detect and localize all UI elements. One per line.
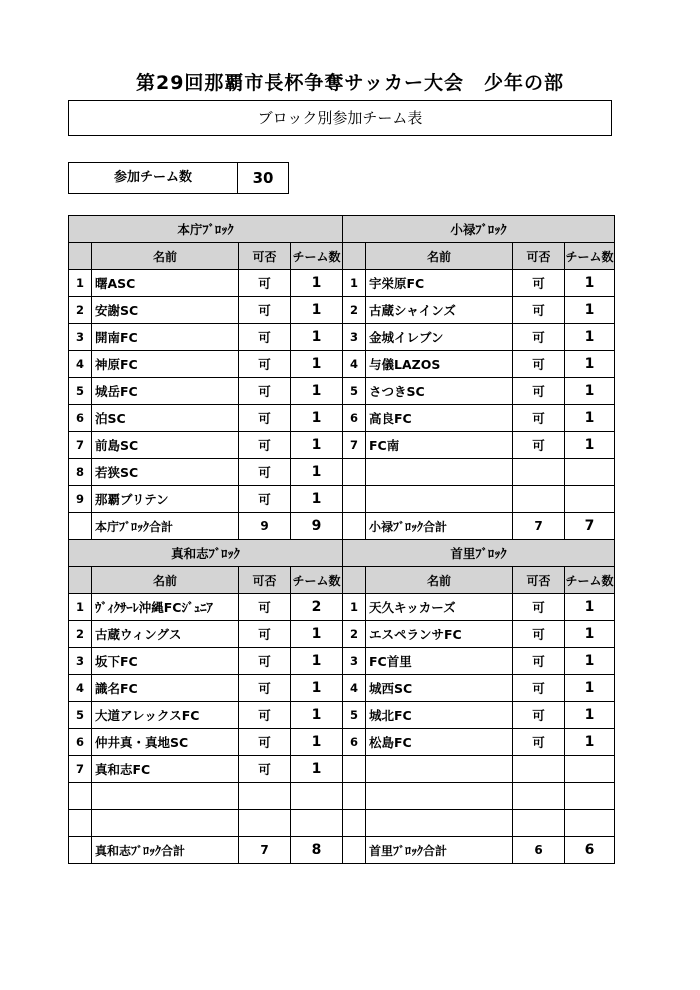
team-eligibility: 可 <box>239 756 291 783</box>
team-number: 2 <box>343 297 366 324</box>
block-total-count: 6 <box>565 837 615 864</box>
team-number <box>343 810 366 837</box>
table-row <box>69 783 615 810</box>
team-number <box>343 756 366 783</box>
team-name: 開南FC <box>92 324 239 351</box>
team-number: 7 <box>69 756 92 783</box>
team-count: 1 <box>565 675 615 702</box>
block-total-count: 9 <box>291 513 343 540</box>
col-header-count: チーム数 <box>291 567 343 594</box>
team-name: 松島FC <box>366 729 513 756</box>
block-total-ok: 7 <box>239 837 291 864</box>
team-eligibility: 可 <box>239 621 291 648</box>
team-eligibility: 可 <box>239 378 291 405</box>
team-name: 大道アレックスFC <box>92 702 239 729</box>
team-number: 2 <box>343 621 366 648</box>
team-number <box>69 783 92 810</box>
col-header-name: 名前 <box>92 567 239 594</box>
team-number: 1 <box>69 270 92 297</box>
team-number: 4 <box>69 675 92 702</box>
team-count: 1 <box>291 432 343 459</box>
team-count: 1 <box>291 648 343 675</box>
column-header-row <box>69 243 615 270</box>
col-header-ok: 可否 <box>513 243 565 270</box>
team-number: 5 <box>69 378 92 405</box>
team-name <box>92 810 239 837</box>
team-count: 1 <box>291 486 343 513</box>
team-eligibility: 可 <box>239 675 291 702</box>
team-number: 2 <box>69 297 92 324</box>
table-row <box>69 621 615 648</box>
table-row <box>69 702 615 729</box>
team-name <box>366 486 513 513</box>
team-name: FC首里 <box>366 648 513 675</box>
team-eligibility <box>513 756 565 783</box>
team-eligibility: 可 <box>513 621 565 648</box>
col-header-no <box>69 243 92 270</box>
team-count <box>565 459 615 486</box>
team-eligibility: 可 <box>513 405 565 432</box>
team-count: 1 <box>565 378 615 405</box>
team-number: 5 <box>69 702 92 729</box>
block-total-label: 小禄ﾌﾞﾛｯｸ合計 <box>366 513 513 540</box>
table-row <box>69 297 615 324</box>
col-header-no <box>69 567 92 594</box>
page-title: 第29回那覇市長杯争奪サッカー大会 少年の部 <box>135 72 565 94</box>
team-count: 1 <box>565 405 615 432</box>
team-count: 1 <box>291 729 343 756</box>
block-total-row <box>69 837 615 864</box>
total-blank <box>69 837 92 864</box>
team-name: 識名FC <box>92 675 239 702</box>
col-header-no <box>343 243 366 270</box>
block-total-count: 7 <box>565 513 615 540</box>
table-row <box>69 729 615 756</box>
team-number <box>343 459 366 486</box>
table-row <box>69 594 615 621</box>
total-blank <box>343 837 366 864</box>
block-total-row <box>69 513 615 540</box>
team-count: 1 <box>291 621 343 648</box>
team-count <box>565 783 615 810</box>
team-count: 1 <box>565 324 615 351</box>
block-total-label: 真和志ﾌﾞﾛｯｸ合計 <box>92 837 239 864</box>
block-total-ok: 6 <box>513 837 565 864</box>
block-total-label: 首里ﾌﾞﾛｯｸ合計 <box>366 837 513 864</box>
team-number <box>69 810 92 837</box>
team-eligibility: 可 <box>239 351 291 378</box>
column-header-row <box>69 567 615 594</box>
team-count: 1 <box>565 297 615 324</box>
table-row <box>69 459 615 486</box>
team-name: 那覇ブリテン <box>92 486 239 513</box>
col-header-count: チーム数 <box>291 243 343 270</box>
col-header-ok: 可否 <box>513 567 565 594</box>
block-total-label: 本庁ﾌﾞﾛｯｸ合計 <box>92 513 239 540</box>
team-name: 坂下FC <box>92 648 239 675</box>
team-count: 1 <box>291 324 343 351</box>
team-eligibility: 可 <box>239 432 291 459</box>
team-count: 1 <box>565 621 615 648</box>
team-eligibility: 可 <box>239 648 291 675</box>
col-header-ok: 可否 <box>239 567 291 594</box>
team-eligibility <box>513 459 565 486</box>
team-number: 4 <box>343 351 366 378</box>
team-name <box>366 783 513 810</box>
team-eligibility: 可 <box>513 270 565 297</box>
team-number: 1 <box>343 270 366 297</box>
team-name <box>366 810 513 837</box>
team-count: 1 <box>291 351 343 378</box>
table-row <box>69 756 615 783</box>
team-number: 1 <box>69 594 92 621</box>
page-subtitle: ブロック別参加チーム表 <box>68 100 612 136</box>
team-count: 1 <box>291 270 343 297</box>
team-name: 古蔵ウィングス <box>92 621 239 648</box>
team-name: 安謝SC <box>92 297 239 324</box>
team-number: 3 <box>69 324 92 351</box>
team-name: 真和志FC <box>92 756 239 783</box>
team-count <box>291 783 343 810</box>
team-eligibility: 可 <box>239 702 291 729</box>
table-row <box>69 810 615 837</box>
team-count: 1 <box>291 675 343 702</box>
team-count: 1 <box>565 432 615 459</box>
table-row <box>69 378 615 405</box>
team-number: 3 <box>343 648 366 675</box>
table-row <box>69 486 615 513</box>
team-name: 天久キッカーズ <box>366 594 513 621</box>
team-eligibility: 可 <box>239 459 291 486</box>
team-eligibility: 可 <box>513 432 565 459</box>
table-row <box>69 432 615 459</box>
block-title-oroku: 小禄ﾌﾞﾛｯｸ <box>343 216 615 243</box>
team-name: FC南 <box>366 432 513 459</box>
team-count: 1 <box>291 378 343 405</box>
team-count: 1 <box>291 702 343 729</box>
col-header-count: チーム数 <box>565 243 615 270</box>
team-number: 5 <box>343 378 366 405</box>
team-count: 1 <box>565 648 615 675</box>
block-title-row <box>69 540 615 567</box>
col-header-count: チーム数 <box>565 567 615 594</box>
participant-count-value: 30 <box>252 169 274 187</box>
team-count <box>565 486 615 513</box>
team-count: 1 <box>291 459 343 486</box>
team-eligibility: 可 <box>513 702 565 729</box>
col-header-name: 名前 <box>366 243 513 270</box>
team-eligibility <box>513 783 565 810</box>
team-eligibility <box>239 783 291 810</box>
team-name: ｳﾞｨｸｻｰﾚ沖縄FCｼﾞｭﾆｱ <box>92 594 239 621</box>
team-number: 3 <box>69 648 92 675</box>
total-blank <box>343 513 366 540</box>
team-name <box>366 756 513 783</box>
team-number: 6 <box>343 729 366 756</box>
team-number <box>343 783 366 810</box>
team-eligibility <box>513 486 565 513</box>
team-name: 若狭SC <box>92 459 239 486</box>
table-row <box>69 324 615 351</box>
block-title-shuri: 首里ﾌﾞﾛｯｸ <box>343 540 615 567</box>
team-name: 曙ASC <box>92 270 239 297</box>
team-eligibility: 可 <box>513 594 565 621</box>
team-name: 宇栄原FC <box>366 270 513 297</box>
team-number: 2 <box>69 621 92 648</box>
team-eligibility: 可 <box>513 351 565 378</box>
team-name: 前島SC <box>92 432 239 459</box>
participant-count-box <box>68 162 289 194</box>
team-name: 高良FC <box>366 405 513 432</box>
table-row <box>69 675 615 702</box>
team-eligibility <box>513 810 565 837</box>
team-count: 1 <box>565 702 615 729</box>
team-eligibility: 可 <box>239 405 291 432</box>
team-eligibility: 可 <box>513 675 565 702</box>
team-eligibility: 可 <box>239 270 291 297</box>
team-number: 6 <box>69 405 92 432</box>
team-eligibility: 可 <box>513 297 565 324</box>
table-row <box>69 648 615 675</box>
team-eligibility: 可 <box>239 594 291 621</box>
team-name <box>366 459 513 486</box>
team-count <box>565 756 615 783</box>
team-number: 9 <box>69 486 92 513</box>
team-number: 7 <box>343 432 366 459</box>
team-name: 古蔵シャインズ <box>366 297 513 324</box>
col-header-no <box>343 567 366 594</box>
team-eligibility: 可 <box>239 486 291 513</box>
team-eligibility: 可 <box>239 324 291 351</box>
team-name: 仲井真・真地SC <box>92 729 239 756</box>
team-count: 2 <box>291 594 343 621</box>
block-total-count: 8 <box>291 837 343 864</box>
team-number <box>343 486 366 513</box>
col-header-name: 名前 <box>366 567 513 594</box>
table-row <box>69 405 615 432</box>
team-number: 4 <box>69 351 92 378</box>
team-name: 泊SC <box>92 405 239 432</box>
team-eligibility: 可 <box>513 729 565 756</box>
team-name: 神原FC <box>92 351 239 378</box>
team-eligibility: 可 <box>513 378 565 405</box>
team-name: エスペランサFC <box>366 621 513 648</box>
team-number: 3 <box>343 324 366 351</box>
table-row <box>69 270 615 297</box>
team-name: 与儀LAZOS <box>366 351 513 378</box>
block-team-table <box>68 215 615 864</box>
team-name: 城岳FC <box>92 378 239 405</box>
table-row <box>69 351 615 378</box>
team-eligibility: 可 <box>239 297 291 324</box>
team-count: 1 <box>565 351 615 378</box>
team-number: 5 <box>343 702 366 729</box>
team-number: 7 <box>69 432 92 459</box>
team-eligibility: 可 <box>513 324 565 351</box>
team-count: 1 <box>565 270 615 297</box>
team-count: 1 <box>565 729 615 756</box>
col-header-name: 名前 <box>92 243 239 270</box>
block-total-ok: 7 <box>513 513 565 540</box>
total-blank <box>69 513 92 540</box>
team-number: 6 <box>69 729 92 756</box>
team-name: 城西SC <box>366 675 513 702</box>
col-header-ok: 可否 <box>239 243 291 270</box>
team-count: 1 <box>291 756 343 783</box>
team-name: 城北FC <box>366 702 513 729</box>
team-name: 金城イレブン <box>366 324 513 351</box>
block-total-ok: 9 <box>239 513 291 540</box>
team-eligibility: 可 <box>239 729 291 756</box>
team-name <box>92 783 239 810</box>
team-eligibility: 可 <box>513 648 565 675</box>
block-title-honcho: 本庁ﾌﾞﾛｯｸ <box>69 216 343 243</box>
team-name: さつきSC <box>366 378 513 405</box>
team-number: 8 <box>69 459 92 486</box>
block-title-mawashi: 真和志ﾌﾞﾛｯｸ <box>69 540 343 567</box>
team-count: 1 <box>565 594 615 621</box>
team-number: 1 <box>343 594 366 621</box>
team-count: 1 <box>291 297 343 324</box>
team-count <box>291 810 343 837</box>
team-eligibility <box>239 810 291 837</box>
team-number: 4 <box>343 675 366 702</box>
team-number: 6 <box>343 405 366 432</box>
participant-count-label: 参加チーム数 <box>69 163 238 193</box>
team-count: 1 <box>291 405 343 432</box>
team-count <box>565 810 615 837</box>
block-title-row <box>69 216 615 243</box>
